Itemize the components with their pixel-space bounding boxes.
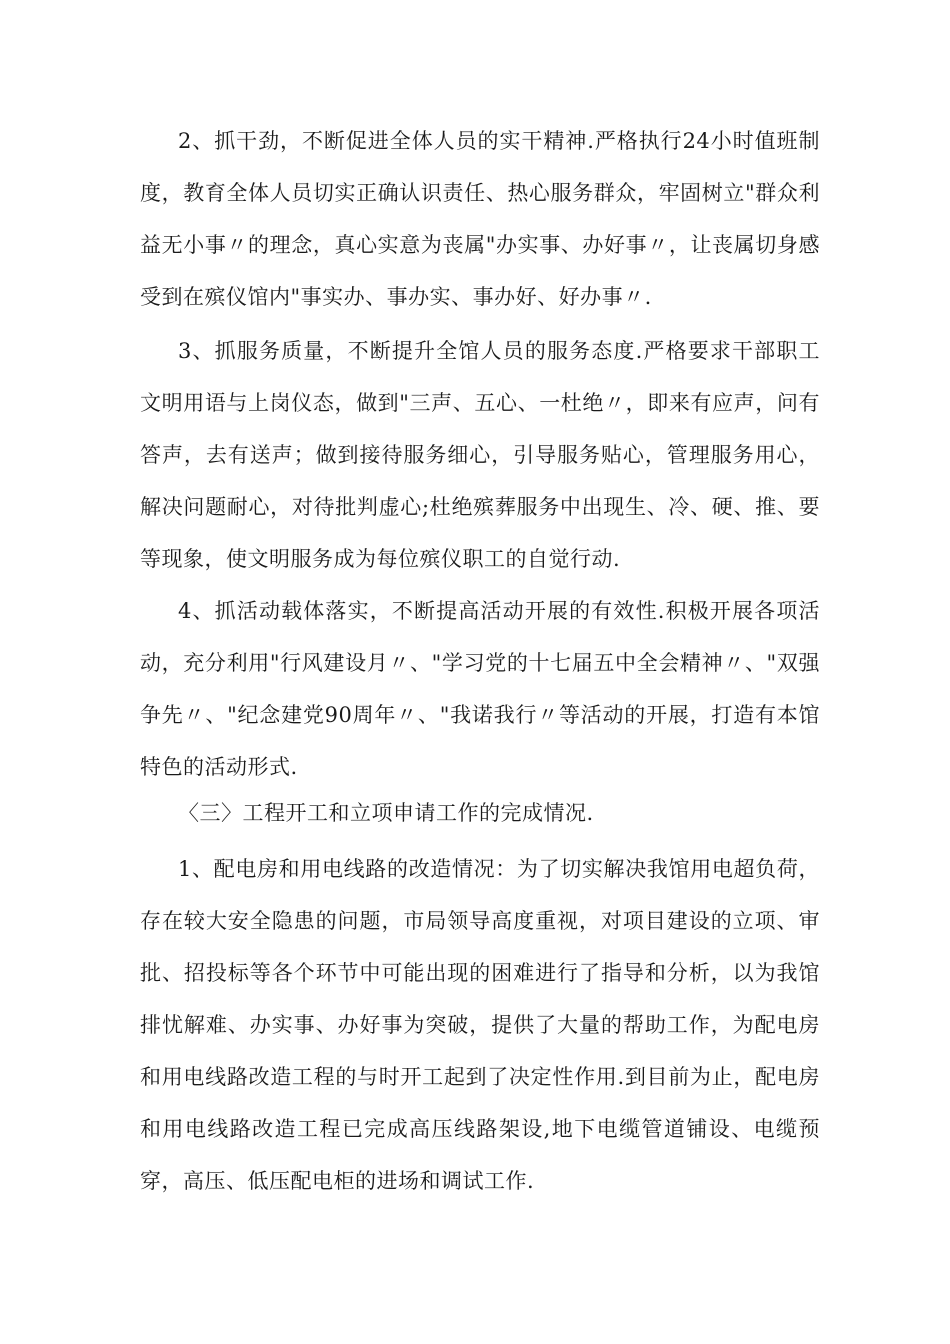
text-line: 1、配电房和用电线路的改造情况：为了切实解决我馆用电超负荷， bbox=[178, 857, 820, 881]
paragraph-power-room bbox=[140, 843, 820, 1207]
text-line: 文明用语与上岗仪态，做到"三声、五心、一杜绝〃，即来有应声，问有 bbox=[140, 391, 820, 415]
text-line: 批、招投标等各个环节中可能出现的困难进行了指导和分析，以为我馆 bbox=[140, 961, 820, 985]
text-line: 等现象，使文明服务成为每位殡仪职工的自觉行动. bbox=[140, 547, 621, 571]
section-heading: 〈三〉工程开工和立项申请工作的完成情况. bbox=[178, 801, 594, 825]
text-line: 动，充分利用"行风建设月〃、"学习党的十七届五中全会精神〃、"双强 bbox=[140, 651, 820, 675]
text-line: 争先〃、"纪念建党90周年〃、"我诺我行〃等活动的开展，打造有本馆 bbox=[140, 703, 820, 727]
text-line: 受到在殡仪馆内"事实办、事办实、事办好、好办事〃. bbox=[140, 285, 652, 309]
text-line: 存在较大安全隐患的问题，市局领导高度重视，对项目建设的立项、审 bbox=[140, 909, 820, 933]
paragraph-service-quality bbox=[140, 325, 820, 585]
text-line: 特色的活动形式. bbox=[140, 755, 298, 779]
paragraph-activities bbox=[140, 585, 820, 793]
text-line: 答声，去有送声；做到接待服务细心，引导服务贴心，管理服务用心， bbox=[140, 443, 820, 467]
text-line: 益无小事〃的理念，真心实意为丧属"办实事、办好事〃，让丧属切身感 bbox=[140, 233, 820, 257]
text-line: 度，教育全体人员切实正确认识责任、热心服务群众，牢固树立"群众利 bbox=[140, 181, 820, 205]
text-line: 解决问题耐心，对待批判虚心;杜绝殡葬服务中出现生、冷、硬、推、要 bbox=[140, 495, 820, 519]
text-line: 和用电线路改造工程的与时开工起到了决定性作用.到目前为止，配电房 bbox=[140, 1065, 820, 1089]
paragraph-duty-system bbox=[140, 115, 820, 323]
text-line: 排忧解难、办实事、办好事为突破，提供了大量的帮助工作，为配电房 bbox=[140, 1013, 820, 1037]
text-line: 和用电线路改造工程已完成高压线路架设,地下电缆管道铺设、电缆预 bbox=[140, 1117, 820, 1141]
text-line: 4、抓活动载体落实，不断提高活动开展的有效性.积极开展各项活 bbox=[178, 599, 820, 623]
section-heading-three bbox=[140, 787, 820, 839]
text-line: 2、抓干劲，不断促进全体人员的实干精神.严格执行24小时值班制 bbox=[178, 129, 820, 153]
text-line: 穿，高压、低压配电柜的进场和调试工作. bbox=[140, 1169, 535, 1193]
text-line: 3、抓服务质量，不断提升全馆人员的服务态度.严格要求干部职工 bbox=[178, 339, 820, 363]
